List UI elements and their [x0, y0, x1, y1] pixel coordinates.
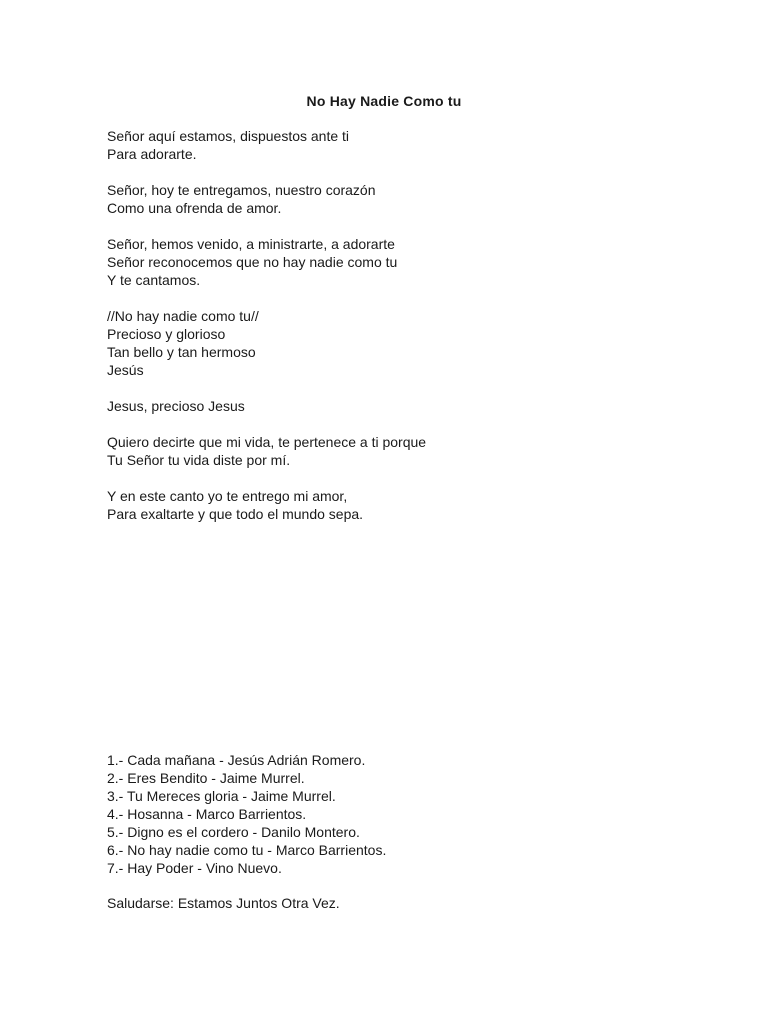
- lyric-line: //No hay nadie como tu//: [107, 308, 259, 324]
- stanza: [107, 181, 707, 217]
- song-list-item: 5.- Digno es el cordero - Danilo Montero.: [107, 824, 360, 840]
- lyric-line: Para adorarte.: [107, 146, 197, 162]
- song-list-item: 3.- Tu Mereces gloria - Jaime Murrel.: [107, 788, 336, 804]
- song-list-item: 1.- Cada mañana - Jesús Adrián Romero.: [107, 752, 366, 768]
- lyric-line: Tu Señor tu vida diste por mí.: [107, 452, 291, 468]
- lyric-line: Quiero decirte que mi vida, te pertenece a ti porque: [107, 434, 427, 450]
- lyric-line: Precioso y glorioso: [107, 326, 226, 342]
- lyric-line: Y en este canto yo te entrego mi amor,: [107, 488, 348, 504]
- lyric-line: Como una ofrenda de amor.: [107, 200, 282, 216]
- stanza: [107, 487, 707, 523]
- lyric-line: Señor reconocemos que no hay nadie como tu: [107, 254, 398, 270]
- song-list-item: 4.- Hosanna - Marco Barrientos.: [107, 806, 307, 822]
- lyric-line: Jesús: [107, 362, 144, 378]
- lyric-line: Tan bello y tan hermoso: [107, 344, 256, 360]
- lyric-line: Señor aquí estamos, dispuestos ante ti: [107, 128, 350, 144]
- stanza: [107, 307, 707, 379]
- song-list-item: 6.- No hay nadie como tu - Marco Barrientos.: [107, 842, 387, 858]
- lyrics-section: [107, 127, 707, 541]
- stanza: [107, 235, 707, 289]
- song-list-item: 7.- Hay Poder - Vino Nuevo.: [107, 860, 282, 876]
- greeting-line: Saludarse: Estamos Juntos Otra Vez.: [107, 895, 340, 911]
- lyric-line: Señor, hoy te entregamos, nuestro corazón: [107, 182, 376, 198]
- song-list: [107, 751, 707, 877]
- lyric-line: Jesus, precioso Jesus: [107, 398, 245, 414]
- document-title: No Hay Nadie Como tu: [306, 93, 462, 109]
- lyric-line: Señor, hemos venido, a ministrarte, a adorarte: [107, 236, 395, 252]
- stanza: [107, 127, 707, 163]
- song-list-item: 2.- Eres Bendito - Jaime Murrel.: [107, 770, 305, 786]
- stanza: [107, 433, 707, 469]
- lyric-line: Para exaltarte y que todo el mundo sepa.: [107, 506, 364, 522]
- stanza: [107, 397, 707, 415]
- lyric-line: Y te cantamos.: [107, 272, 201, 288]
